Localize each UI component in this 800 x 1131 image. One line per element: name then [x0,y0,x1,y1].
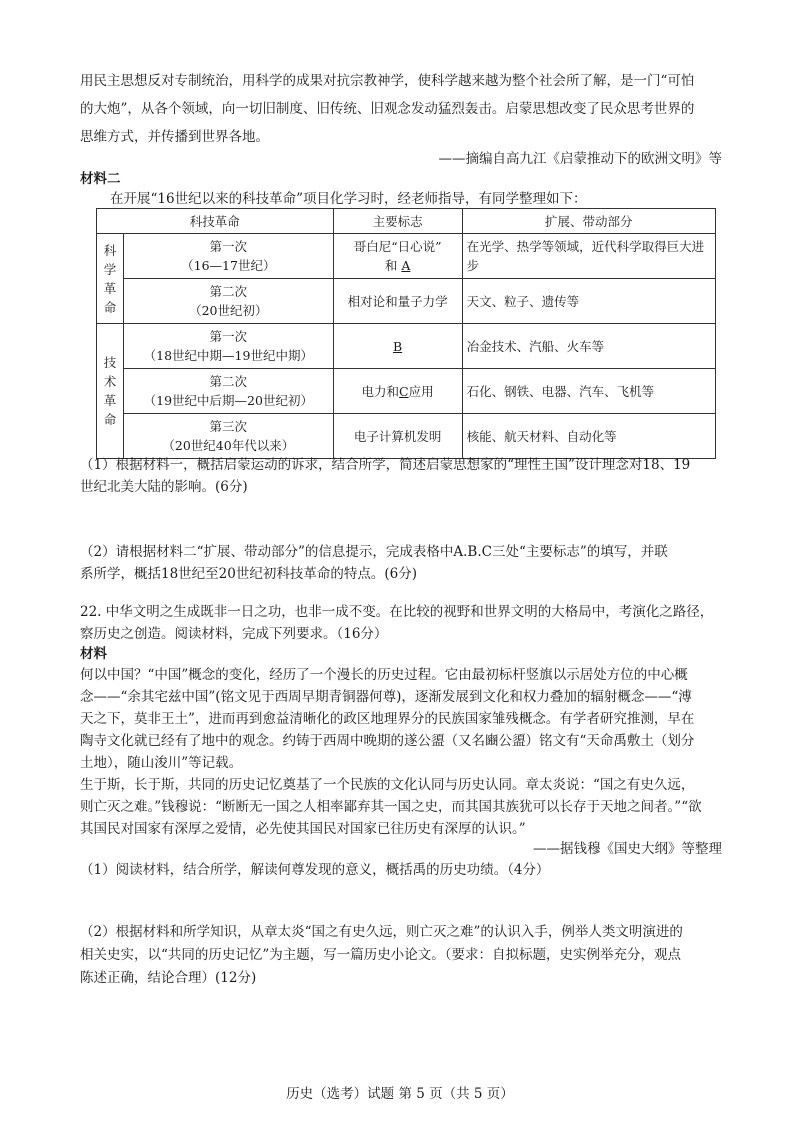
q22-material-line: 则亡灭之难。”钱穆说：“断断无一国之人相率鄙弃其一国之史，而其国其族犹可以长存于天地之间者。”“欲 [80,799,702,815]
q22-2-line: （2）根据材料和所学知识，从章太炎“国之有史久远，则亡灭之难”的认识入手，例举人类文明演进的 [80,924,683,940]
q22-material-line: 土地），随山浚川”等记载。 [80,755,243,771]
table-header: 扩展、带动部分 [462,209,715,234]
table-row [97,369,716,414]
blank-c: C [399,383,409,399]
era-cell: 第二次 （20世纪初） [124,279,334,324]
era-cell: 第一次 （18世纪中期—19世纪中期） [124,324,334,369]
ext-cell: 核能、航天材料、自动化等 [462,414,715,459]
q22-source: ——据钱穆《国史大纲》等整理 [533,841,722,857]
material-one-line: 思维方式，并传播到世界各地。 [80,129,269,145]
q21-1-line: （1）根据材料一，概括启蒙运动的诉求，结合所学，简述启蒙思想家的“理性王国”设计理念对18、19 [80,457,691,473]
q22-material-line: 天之下，莫非王土”，进而再到愈益清晰化的政区地理界分的民族国家雏残概念。有学者研究推测，早在 [80,711,695,727]
era-cell: 第三次 （20世纪40年代以来） [124,414,334,459]
mark-cell: 相对论和量子力学 [333,279,462,324]
q22-material-line: 念——“余其宅兹中国”(铭文见于西周早期青铜器何尊)，逐渐发展到文化和权力叠加的辐射概念——“溥 [80,689,692,705]
q22-2-line: 相关史实，以“共同的历史记忆”为主题，写一篇历史小论文。（要求：自拟标题，史实例举充分，观点 [80,947,682,963]
mark-cell: 电子计算机发明 [333,414,462,459]
ext-cell: 石化、钢铁、电器、汽车、飞机等 [462,369,715,414]
blank-a: A [401,258,411,273]
material-one-source: ——摘编自高九江《启蒙推动下的欧洲文明》等 [438,151,722,167]
page-footer: 历史（选考）试题 第 5 页（共 5 页） [286,1086,514,1102]
table-row [97,324,716,369]
era-cell: 第二次 （19世纪中后期—20世纪初） [124,369,334,414]
ext-cell: 天文、粒子、遗传等 [462,279,715,324]
material-one-line: 用民主思想反对专制统治，用科学的成果对抗宗教神学，使科学越来越为整个社会所了解，是一门“可怕 [80,73,695,89]
group-label-science: 科 学 革 命 [97,234,124,324]
ext-cell: 在光学、热学等领域，近代科学取得巨大进步 [462,234,715,279]
material-two-title: 材料二 [80,171,121,187]
q22-intro-line: 察历史之创造。阅读材料，完成下列要求。（16分） [80,626,388,642]
q22-material-line: 生于斯，长于斯，共同的历史记忆奠基了一个民族的文化认同与历史认同。章太炎说：“国之有史久远， [80,777,695,793]
q21-1-line: 世纪北美大陆的影响。(6分) [80,479,248,495]
table-header: 科技革命 [97,209,334,234]
group-label-tech: 技 术 革 命 [97,324,124,459]
era-cell: 第一次 （16—17世纪） [124,234,334,279]
q21-2-line: （2）请根据材料二“扩展、带动部分”的信息提示，完成表格中A.B.C三处“主要标志”的填写，并联 [80,544,668,560]
q22-intro-line: 22. 中华文明之生成既非一日之功，也非一成不变。在比较的视野和世界文明的大格局中，考演化之路径， [80,604,714,620]
blank-b: B [393,338,403,354]
table-row [97,414,716,459]
q21-2-line: 系所学，概括18世纪至20世纪初科技革命的特点。(6分) [80,566,417,582]
q22-material-title: 材料 [80,646,107,662]
table-header-row [97,209,716,234]
mark-cell [333,324,462,369]
mark-cell: 哥白尼“日心说” 和 A [333,234,462,279]
q22-1-line: （1）阅读材料，结合所学，解读何尊发现的意义，概括禹的历史功绩。（4分） [80,862,550,878]
q22-material-line: 何以中国？“中国”概念的变化，经历了一个漫长的历史过程。它由最初标杆竖旗以示居处方位的中心概 [80,667,688,683]
table-header: 主要标志 [333,209,462,234]
material-two-intro: 在开展“16世纪以来的科技革命”项目化学习时，经老师指导，有同学整理如下： [110,191,587,207]
table-row [97,279,716,324]
q22-2-line: 陈述正确，结论合理）(12分) [80,970,257,986]
q22-material-line: 陶寺文化就已经有了地中的观念。约铸于西周中晚期的遂公盨（又名豳公盨）铭文有“天命禹敷土（划分 [80,733,695,749]
mark-cell: 电力和C应用 [333,369,462,414]
q22-material-line: 其国民对国家有深厚之爱情，必先使其国民对国家已往历史有深厚的认识。” [80,821,526,837]
tech-revolution-table [96,208,716,459]
material-one-line: 的大炮”，从各个领域，向一切旧制度、旧传统、旧观念发动猛烈轰击。启蒙思想改变了民众思考世界的 [80,101,695,117]
table-row [97,234,716,279]
ext-cell: 冶金技术、汽船、火车等 [462,324,715,369]
